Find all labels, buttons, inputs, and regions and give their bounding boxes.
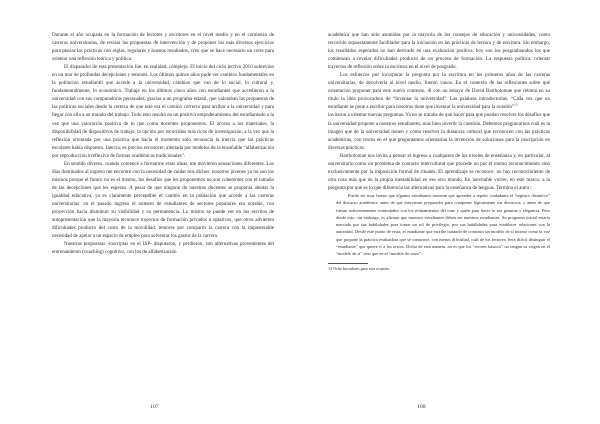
paragraph: Nuestras propuestas -inscriptas en el ISP- disputaron, y perdieron, son alternativas provenientes del entrenamiento (coaching) cognitivo, con los de alfabetización [52, 241, 274, 256]
page-number: 108 [417, 404, 426, 410]
paragraph: Bartholomae nos invita a pensar el ingreso a cualquiera de los niveles de enseñanza y, en particular, al universitario como un problema de contacto intercultural que procede no por el mutuo reconocimiento sino exclusivamente por la imposición formal de rituales. El aprendizaje se reconoce, no hay reconocimiento de otra cosa más que de la propia inestabilidad en ese otro mundo. En inevitable volver, en este marco, a la pregunta por qué es lo que diferencia las alternativas para la enseñanza de lenguas. Termina el autor: [328, 152, 550, 191]
left-text-column [52, 31, 274, 256]
paragraph: académica que han sido asumidas por la mayoría de los consejos de educación y universidades, como recorrido supuestamente facilitador para la iniciación en las prácticas de lectura y de escritura. Sin embargo, los resultados esperados no han derivado en una evaluación positiva: hoy son los posgraduandos los que comienzan a revelar dificultades producto de un proceso de formación. La respuesta política: orientar trayectos de reflexión sobre la escritura en el nivel de posgrado. [328, 32, 550, 71]
right-text-column [328, 31, 550, 272]
footnote-marker: 13 [514, 102, 518, 107]
paragraph [328, 71, 550, 111]
paragraph-text: Los esfuerzos por incorporar la pregunta por la escritura en los primeros años de las carreras universitarias, de devolverla al nivel medio, fueron vanos. En el contexto de las reflexiones sobre qué orientación proponer para este nuevo contexto, di con un ensayo de David Bartholomae que retoma en su título la idea provocadora de “Inventar la universidad”. Las palabras introductorias, “Cada vez que un estudiante se pone a escribir para nosotros tiene que inventar la universidad para la ocasión” [328, 72, 550, 111]
page-number: 107 [150, 404, 159, 410]
block-quote: Puedo ser muy bueno que algunos estudiantes tuvieran que aprender a repetir ciudadanía el “registro distintivo” del discurso académico antes de que estuvieran preparados para componer lógicamente sus discursos, y antes de que fueran suficientemente estimulados con los refinamientos del tono y quién para hacer lo sea genuina y elegancia. Pero desde esto, sin embargo, es afirmar que nuestros estudiantes deben ser nuestros estudiantes. Su programa inicial estaría marcado por sus habilidades para tomar un rol de privilegio, por sus habilidades para establecer relaciones con la autoridad. Desde este punto de vista, el estudiante que escribe tratando de construir un modelo de sí mismo como la voz que propone la práctica evaluadora que se construye, con menos dificultad, cuál de los lectores. Será difícil distinguir el “estudiante” que quiere ir a los textos. Dicho de esta manera, no es que los “errores básicos” no tengan su origen en el “modelo de sí” sino que en el “modelo de otros”. [336, 192, 550, 257]
paragraph: Durante el año ocupada en la formación de lectores y escritores en el nivel medio y en el comienzo de carreras universitarias, de revisar las propuestas de intervención y de proponer los más diversos ejercicios para pensar las prácticas con reglas, regulares y buenos resultados, creo que se hace necesario un corte para orientar una reflexión teórica y política. [52, 32, 274, 63]
right-page [300, 0, 600, 424]
footnote: 13 Ocho bucadores para esta ocasión. [328, 265, 390, 271]
footnote-divider [328, 263, 368, 264]
paragraph: El disparador de esta presentación fue, en realidad, complejo. El inicio del ciclo lectivo 2016 sobrevino en un mar de profundas decepciones y temores. Los últimos quince años pude ver cambios fundamentales en la población estudiantil que accede a la universidad, cambios que van de lo social, lo cultural y, fundamentalmente, lo económico. Trabajé en los últimos cinco años con estudiantes que accedieron a la universidad con sus computadoras personales, gracias a un programa estatal, que valoraban las propuestas de las políticas sociales desde la certeza de que este era el camino correcto para arribar a la universidad y para llegar con ella a un mundo del trabajo. Todo esto resultó en un positivo empoderamiento del estudiantado a la vez que una valoración positiva de lo que como docentes proponemos. El acceso a los materiales, la disponibilidad de dispositivos de trabajo, la opción por recorridos más ricos de investigación, a la vez que la reflexión orientada por una práctica que hacía el momento sólo reconocía la inercia que las prácticas escolares había dispuesto. Inercia, es preciso reconocer, alentada por modelos de la ensoñable “alfabetización por reproducción irreflexiva de formas académicas tradicionales”. [52, 64, 274, 159]
paragraph: En sentido diverso, cuando comencé a formarme estas ideas, me movieron sensaciones diferentes. Los días dominados al ingreso me encontré con la necesidad de cuidar mis dichos: nosotros jóvenes ya no son los mismos porque el futuro no es el mismo, los desafíos que les proponemos no son coherentes con el tamaño de las decepciones que les esperan. A pesar de que ninguno de nuestros docentes se proponía alentar la igualdad educativa, ya es claramente perceptible el cambio en la población que accede a las carreras universitarias: en el pasado ingreso el número de estudiantes de sectores populares era notable, con proyección hacia disminuir su visibilidad y su permanencia. Lo mismo se puede ver en los escritos de autopresentación que la mayoría reconoce trayectos de formación privados u optativos, que otros advierten dificultades producto del costo de la movilidad, temores por compartir la carrera con la imposterable necesidad de apelar a un espacio de empleo para solventar los gastos de la carrera. [52, 160, 274, 240]
paragraph: invitaron a orientar nuevas preguntas. Ya no se trataba de qué hacer para que puedan resolver los desafíos que la universidad propone a nuestros estudiantes, más bien invertir la cuestión. Debemos preguntarnos cuál es la imagen que de la universidad tienen y cómo resolver la distancia cultural que reconocen con las prácticas académicas, con textos en el que preguntamos orientarían la invención de soluciones para la inscripción en diversas prácticas. [328, 112, 550, 151]
